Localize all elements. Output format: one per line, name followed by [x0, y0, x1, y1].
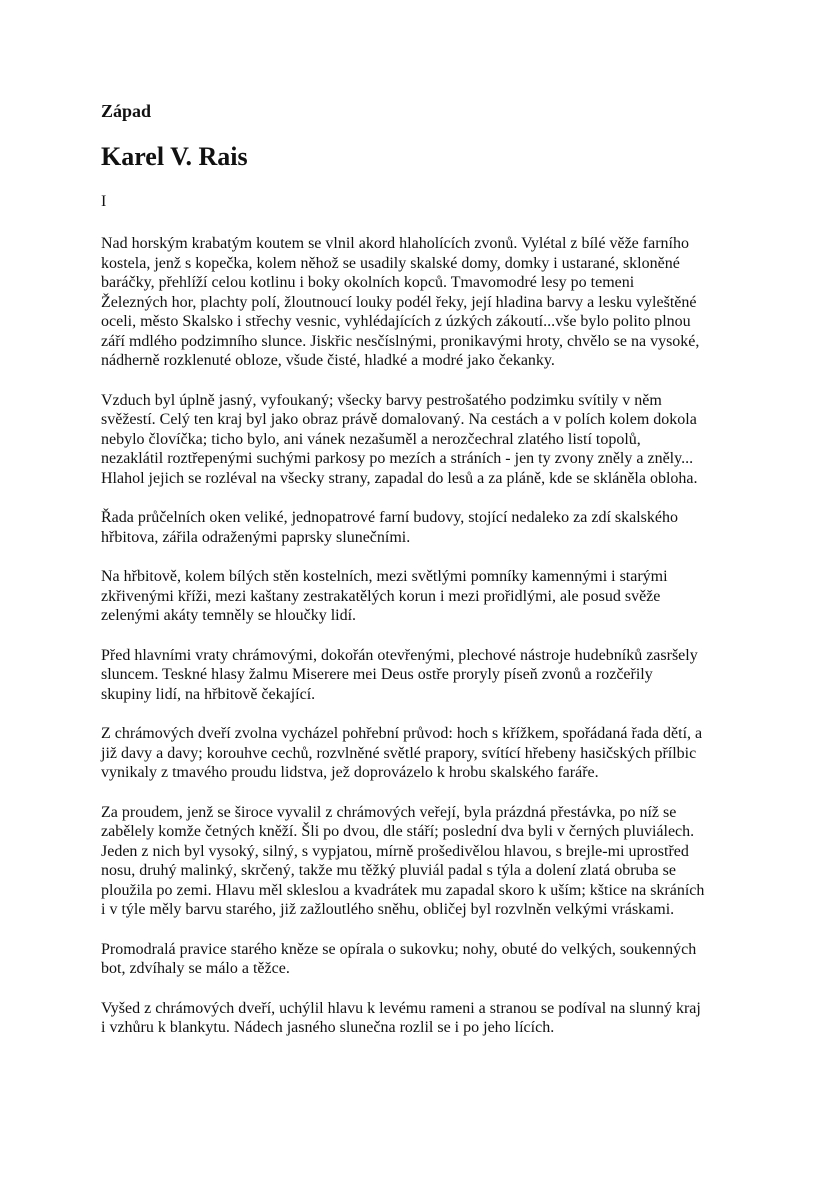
paragraph-line: oceli, město Skalsko i střechy vesnic, vyhlédajících z úzkých zákoutí...vše bylo polito plnou — [101, 313, 691, 330]
paragraph-line: zelenými akáty temněly se hloučky lidí. — [101, 607, 357, 624]
paragraph-line: již davy a davy; korouhve cechů, rozvlněné světlé prapory, svítící hřebeny hasičských přílbic — [101, 744, 697, 762]
paragraph-line: i v týle měly barvu starého, již zažloutlého sněhu, obličej byl rozvlněn velkými vráskami. — [101, 901, 675, 918]
paragraph-line: nádherně rozklenuté obloze, všude čisté, hladké a modré jako čekanky. — [101, 352, 555, 369]
paragraph — [101, 508, 791, 547]
paragraph-line: Řada průčelních oken veliké, jednopatrové farní budovy, stojící nedaleko za zdí skalského — [101, 509, 678, 526]
paragraph-line: Nad horským krabatým koutem se vlnil akord hlaholících zvonů. Vylétal z bílé věže farního — [101, 235, 689, 252]
paragraph-line: Před hlavními vraty chrámovými, dokořán otevřenými, plechové nástroje hudebníků zasršely — [101, 646, 698, 664]
paragraph — [101, 234, 791, 371]
paragraph — [101, 567, 791, 626]
paragraph-line: Promodralá pravice starého kněze se opírala o sukovku; nohy, obuté do velkých, soukenných — [101, 940, 697, 958]
body-text — [101, 234, 791, 1038]
paragraph-line: svěžestí. Celý ten kraj byl jako obraz právě domalovaný. Na cestách a v polích kolem dokola — [101, 411, 697, 428]
paragraph — [101, 803, 791, 920]
paragraph-line: sluncem. Teskné hlasy žalmu Miserere mei Deus ostře proryly píseň zvonů a rozčeřily — [101, 666, 653, 683]
paragraph-line: září mdlého podzimního slunce. Jiskřic nesčíslnými, pronikavými hroty, chvělo se na vysoké, — [101, 332, 700, 350]
chapter-number: I — [101, 193, 107, 210]
paragraph-line: Železných hor, plachty polí, žloutnoucí louky podél řeky, její hladina barvy a lesku vyleštěné — [101, 293, 697, 311]
paragraph-line: skupiny lidí, na hřbitově čekající. — [101, 685, 316, 703]
paragraph-line: Z chrámových dveří zvolna vycházel pohřební průvod: hoch s křížkem, spořádaná řada dětí, a — [101, 725, 703, 742]
paragraph — [101, 940, 791, 979]
paragraph-line: Jeden z nich byl vysoký, silný, s vypjatou, mírně prošedivělou hlavou, s brejle-mi uprostřed — [101, 842, 689, 860]
author-name: Karel V. Rais — [101, 142, 248, 171]
paragraph-line: nebylo človíčka; ticho bylo, ani vánek nezašuměl a nerozčechral zlatého listí topolů, — [101, 430, 641, 448]
paragraph-line: Vzduch byl úplně jasný, vyfoukaný; všecky barvy pestrošatého podzimku svítily v něm — [101, 391, 662, 409]
paragraph-line: nosu, druhý malinký, skrčený, takže mu těžký pluviál padal s týla a dolení zlatá obruba se — [101, 862, 676, 879]
paragraph — [101, 646, 791, 705]
book-title: Západ — [101, 101, 152, 121]
paragraph — [101, 724, 791, 783]
paragraph-line: i vzhůru k blankytu. Nádech jasného slunečna rozlil se i po jeho lících. — [101, 1019, 555, 1036]
paragraph-line: Za proudem, jenž se široce vyvalil z chrámových veřejí, byla prázdná přestávka, po níž se — [101, 803, 677, 821]
paragraph — [101, 391, 791, 489]
paragraph-line: zabělely komže četných kněží. Šli po dvou, dle stáří; poslední dva byli v černých pluviálech. — [101, 823, 695, 840]
paragraph-line: ploužila po zemi. Hlavu měl skleslou a kvadrátek mu zapadal skoro k uším; kštice na skráních — [101, 881, 705, 899]
paragraph-line: bot, zdvíhaly se málo a těžce. — [101, 960, 290, 977]
paragraph-line: Vyšed z chrámových dveří, uchýlil hlavu k levému rameni a stranou se podíval na slunný kraj — [101, 999, 701, 1017]
paragraph-line: Hlahol jejich se rozléval na všecky strany, zapadal do lesů a za pláně, kde se skláněla obloha. — [101, 469, 698, 487]
paragraph-line: nezaklátil roztřepenými suchými parkosy po mezích a stráních - jen ty zvony zněly a zněly... — [101, 450, 694, 467]
paragraph-line: Na hřbitově, kolem bílých stěn kostelních, mezi světlými pomníky kamennými i starými — [101, 568, 668, 585]
paragraph-line: hřbitova, zářila odraženými paprsky slunečními. — [101, 528, 411, 546]
paragraph-line: baráčky, přehlíží celou kotlinu i boky okolních kopců. Tmavomodré lesy po temeni — [101, 274, 635, 291]
paragraph — [101, 999, 791, 1038]
document-page — [101, 96, 791, 1058]
paragraph-line: zkřivenými kříži, mezi kaštany zestrakatělých korun i mezi prořidlými, ale posud svěže — [101, 587, 661, 605]
paragraph-line: vynikaly z tmavého proudu lidstva, jež doprovázelo k hrobu skalského faráře. — [101, 764, 599, 781]
paragraph-line: kostela, jenž s kopečka, kolem něhož se usadily skalské domy, domky i ustarané, skloněné — [101, 254, 680, 272]
